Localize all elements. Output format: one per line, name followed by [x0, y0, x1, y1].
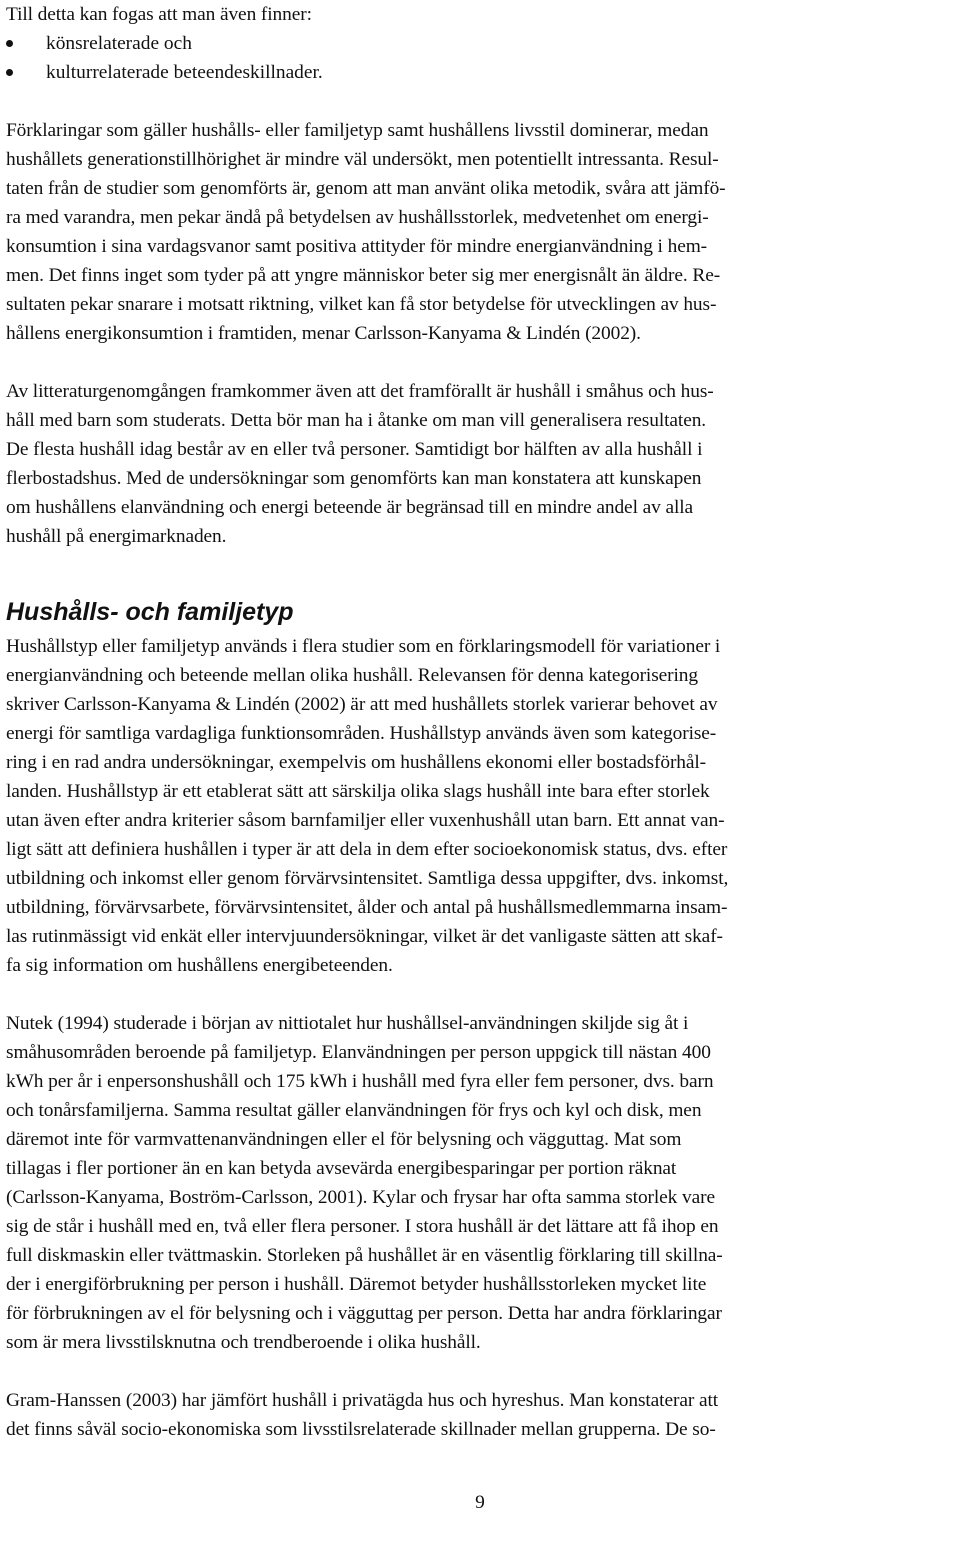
spacer — [6, 551, 952, 595]
spacer — [6, 348, 952, 377]
bullet-icon — [6, 69, 13, 76]
section-heading: Hushålls- och familjetyp — [6, 598, 294, 626]
spacer — [6, 87, 952, 116]
bullet-list — [6, 29, 952, 87]
bullet-icon — [6, 40, 13, 47]
spacer — [6, 1357, 952, 1386]
paragraph-gram-hanssen: Gram-Hanssen (2003) har jämfört hushåll i privatägda hus och hyreshus. Man konstaterar att det finns såväl socio-ekonomiska som livsstilsrelaterade skillnader mellan grupperna. De so- — [6, 1390, 719, 1440]
paragraph-household-type: Hushållstyp eller familjetyp används i flera studier som en förklaringsmodell för variationer i energianvändning och beteende mellan olika hushåll. Relevansen för denna kategorisering skriver Carlsson-Kanyama & Lindén (2002) är att med hushållets storlek varierar behovet av energi för samtliga vardagliga funktionsområden. Hushållstyp används även som kategorise- ring i en rad andra undersökningar, exempelvis om hushållens ekonomi eller bostadsförhål- landen. Hushållstyp är ett etablerat sätt att särskilja olika slags hushåll inte bara efter storlek utan även efter andra kriterier såsom barnfamiljer eller vuxenhushåll utan barn. Ett annat van- ligt sätt att definiera hushållen i typer är att dela in dem efter socioekonomisk status, dvs. efter utbildning och inkomst eller genom förvärvsintensitet. Samtliga dessa uppgifter, dvs. inkomst, utbildning, förvärvsarbete, förvärvsintensitet, ålder och antal på hushållsmedlemmarna insam- las rutinmässigt vid enkät eller intervjuundersökningar, vilket är det vanligaste sätten att skaf- fa sig information om hushållens energibeteenden. — [6, 636, 729, 976]
list-item: könsrelaterade och — [6, 29, 952, 58]
paragraph-findings: Förklaringar som gäller hushålls- eller familjetyp samt hushållens livsstil dominerar, medan hushållets generationstillhörighet är mindre väl undersökt, men potentiellt intressanta. Resul- taten från de studier som genomförts är, genom att man använt olika metodik, svåra att jämfö- ra med varandra, men pekar ändå på betydelsen av hushållsstorlek, medvetenhet om energi- konsumtion i sina vardagsvanor samt positiva attityder för mindre energianvändning i hem- men. Det finns inget som tyder på att yngre människor beter sig mer energisnålt än äldre. Re- sultaten pekar snarare i motsatt riktning, vilket kan få stor betydelse för utvecklingen av hus- hållens energikonsumtion i framtiden, menar Carlsson-Kanyama & Lindén (2002). — [6, 120, 726, 344]
paragraph-literature-review: Av litteraturgenomgången framkommer även att det framförallt är hushåll i småhus och hus- håll med barn som studerats. Detta bör man ha i åtanke om man vill generalisera resultaten. De flesta hushåll idag består av en eller två personer. Samtidigt bor hälften av alla hushåll i flerbostadshus. Med de undersökningar som genomförts kan man konstatera att kunskapen om hushållens elanvändning och energi beteende är begränsad till en mindre andel av alla hushåll på energimarknaden. — [6, 381, 714, 547]
document-page — [6, 0, 952, 1444]
list-item: kulturrelaterade beteendeskillnader. — [6, 58, 952, 87]
paragraph-nutek: Nutek (1994) studerade i början av nittiotalet hur hushållsel-användningen skiljde sig åt i småhusområden beroende på familjetyp. Elanvändningen per person uppgick till nästan 400 kWh per år i enpersonshushåll och 175 kWh i hushåll med fyra eller fem personer, dvs. barn och tonårsfamiljerna. Samma resultat gäller elanvändningen för frys och kyl och disk, men däremot inte för varmvattenanvändningen eller el för belysning och vägguttag. Mat som tillagas i fler portioner än en kan betyda avsevärda energibesparingar per portion räknat (Carlsson-Kanyama, Boström-Carlsson, 2001). Kylar och frysar har ofta samma storlek vare sig de står i hushåll med en, två eller flera personer. I stora hushåll är det lättare att få ihop en full diskmaskin eller tvättmaskin. Storleken på hushållet är en väsentlig förklaring till skillna- der i energiförbrukning per person i hushåll. Däremot betyder hushållsstorleken mycket lite för förbrukningen av el för belysning och i vägguttag per person. Detta har andra förklaringar som är mera livsstilsknutna och trendberoende i olika hushåll. — [6, 1013, 723, 1353]
intro-lead: Till detta kan fogas att man även finner: — [6, 4, 312, 25]
spacer — [6, 980, 952, 1009]
page-number: 9 — [475, 1492, 485, 1513]
